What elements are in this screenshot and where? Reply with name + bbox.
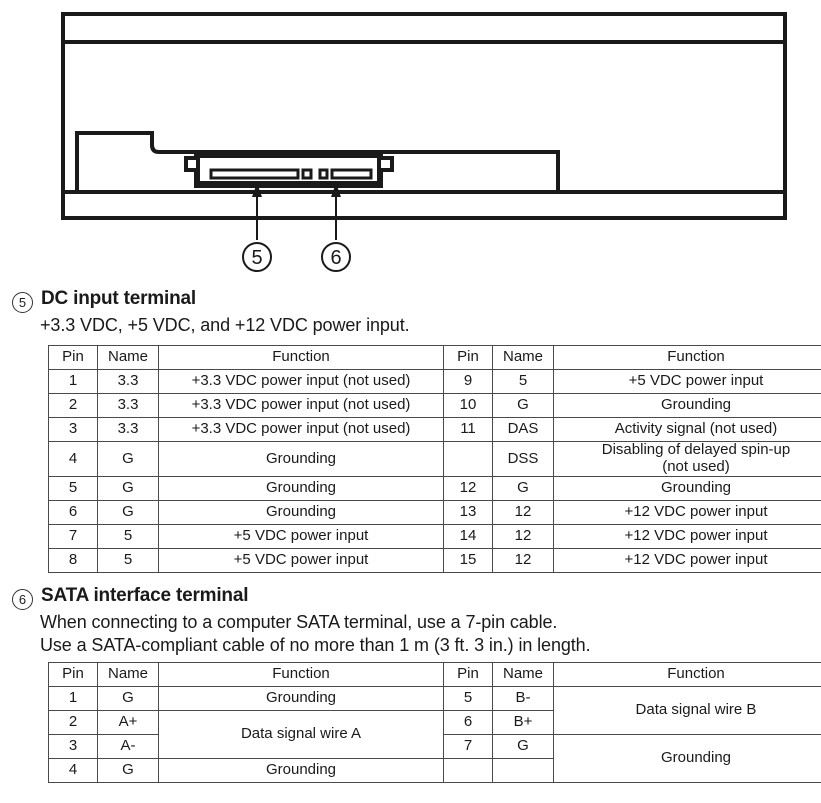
dss-line-2: (not used)	[662, 458, 730, 476]
cell-name: 5	[98, 548, 159, 572]
cell-function: Grounding	[159, 758, 444, 782]
cell-pin: 12	[444, 476, 493, 500]
cell-pin: 14	[444, 524, 493, 548]
sata-description-line-2: Use a SATA-compliant cable of no more than 1 m (3 ft. 3 in.) in length.	[40, 635, 591, 656]
cell-function: +5 VDC power input	[554, 370, 821, 394]
cell-function: +5 VDC power input	[159, 524, 444, 548]
cell-pin: 3	[49, 734, 98, 758]
cell-name: A-	[98, 734, 159, 758]
table-row	[49, 686, 821, 710]
cell-name: G	[98, 686, 159, 710]
cell-function: Grounding	[159, 442, 444, 477]
cell-name: 12	[493, 524, 554, 548]
power-connector-slot-key	[303, 170, 311, 178]
table-row	[49, 442, 821, 477]
cell-name: 5	[493, 370, 554, 394]
table-row	[49, 370, 821, 394]
cell-function: +3.3 VDC power input (not used)	[159, 370, 444, 394]
cell-name	[493, 758, 554, 782]
sata-connector-slot-key	[320, 170, 327, 178]
cell-name: G	[493, 734, 554, 758]
cell-function-merged: Grounding	[554, 734, 821, 782]
cell-pin: 11	[444, 418, 493, 442]
cell-pin: 9	[444, 370, 493, 394]
callout-5-label: 5	[251, 247, 263, 269]
cell-function-merged: Data signal wire A	[159, 710, 444, 758]
section-sata-interface-terminal	[0, 585, 821, 783]
col-header-name-left: Name	[98, 346, 159, 370]
drive-body-outline	[63, 14, 785, 218]
col-header-pin-left: Pin	[49, 346, 98, 370]
cell-function: +3.3 VDC power input (not used)	[159, 394, 444, 418]
cell-pin: 1	[49, 370, 98, 394]
cell-pin: 13	[444, 500, 493, 524]
cell-function: +12 VDC power input	[554, 500, 821, 524]
cell-name: 12	[493, 500, 554, 524]
col-header-function-left: Function	[159, 662, 444, 686]
cell-name: G	[98, 500, 159, 524]
dc-input-pin-table	[48, 345, 821, 573]
drive-rear-panel-diagram	[0, 0, 821, 288]
col-header-function-left: Function	[159, 346, 444, 370]
col-header-name-right: Name	[493, 662, 554, 686]
table-header-row	[49, 662, 821, 686]
cell-pin: 2	[49, 710, 98, 734]
dc-input-description: +3.3 VDC, +5 VDC, and +12 VDC power input.	[40, 315, 410, 335]
cell-function: Grounding	[554, 394, 821, 418]
section-dc-input-terminal	[0, 288, 821, 573]
cell-pin: 6	[49, 500, 98, 524]
cell-function: +5 VDC power input	[159, 548, 444, 572]
cell-pin: 15	[444, 548, 493, 572]
cell-pin: 7	[49, 524, 98, 548]
cell-pin: 4	[49, 442, 98, 477]
cell-pin: 5	[49, 476, 98, 500]
power-connector-slot	[211, 170, 298, 178]
col-header-function-right: Function	[554, 346, 821, 370]
sata-pin-table	[48, 662, 821, 783]
table-row	[49, 418, 821, 442]
cell-pin: 2	[49, 394, 98, 418]
cell-name: DSS	[493, 442, 554, 477]
cell-pin	[444, 758, 493, 782]
cell-name: 3.3	[98, 394, 159, 418]
cell-name: G	[493, 394, 554, 418]
table-row	[49, 500, 821, 524]
cell-pin: 3	[49, 418, 98, 442]
cell-function: +3.3 VDC power input (not used)	[159, 418, 444, 442]
cell-pin	[444, 442, 493, 477]
cell-pin: 5	[444, 686, 493, 710]
cell-name: G	[493, 476, 554, 500]
table-row	[49, 548, 821, 572]
dc-input-heading	[0, 288, 821, 314]
diagram-svg	[0, 0, 821, 288]
cell-name: 3.3	[98, 418, 159, 442]
col-header-pin-left: Pin	[49, 662, 98, 686]
section-title: SATA interface terminal	[41, 584, 249, 606]
cell-name: G	[98, 442, 159, 477]
section-number-badge: 5	[12, 292, 33, 313]
cell-name: 3.3	[98, 370, 159, 394]
cell-name: G	[98, 758, 159, 782]
cell-pin: 6	[444, 710, 493, 734]
table-row	[49, 524, 821, 548]
cell-function	[554, 442, 821, 477]
cell-function: Grounding	[159, 686, 444, 710]
cell-name: 5	[98, 524, 159, 548]
cell-name: B-	[493, 686, 554, 710]
cell-function: +12 VDC power input	[554, 548, 821, 572]
dss-line-1: Disabling of delayed spin-up	[601, 441, 791, 459]
section-number-badge: 6	[12, 589, 33, 610]
sata-connector-slot	[332, 170, 371, 178]
cell-function: Grounding	[159, 500, 444, 524]
col-header-name-left: Name	[98, 662, 159, 686]
cell-pin: 4	[49, 758, 98, 782]
cell-name: 12	[493, 548, 554, 572]
col-header-name-right: Name	[493, 346, 554, 370]
cell-function-merged: Data signal wire B	[554, 686, 821, 734]
cell-pin: 7	[444, 734, 493, 758]
cell-name: B+	[493, 710, 554, 734]
cell-function: Activity signal (not used)	[554, 418, 821, 442]
cell-name: DAS	[493, 418, 554, 442]
table-header-row	[49, 346, 821, 370]
col-header-pin-right: Pin	[444, 662, 493, 686]
sata-heading	[0, 585, 821, 611]
section-title: DC input terminal	[41, 288, 196, 309]
cell-pin: 10	[444, 394, 493, 418]
cell-name: A+	[98, 710, 159, 734]
col-header-function-right: Function	[554, 662, 821, 686]
table-row	[49, 476, 821, 500]
cell-name: G	[98, 476, 159, 500]
cell-function: +12 VDC power input	[554, 524, 821, 548]
sata-description-line-1: When connecting to a computer SATA terminal, use a 7-pin cable.	[40, 611, 558, 632]
col-header-pin-right: Pin	[444, 346, 493, 370]
callout-6-label: 6	[330, 247, 342, 269]
cell-pin: 1	[49, 686, 98, 710]
cell-pin: 8	[49, 548, 98, 572]
table-row	[49, 394, 821, 418]
cell-function: Grounding	[159, 476, 444, 500]
cell-function: Grounding	[554, 476, 821, 500]
